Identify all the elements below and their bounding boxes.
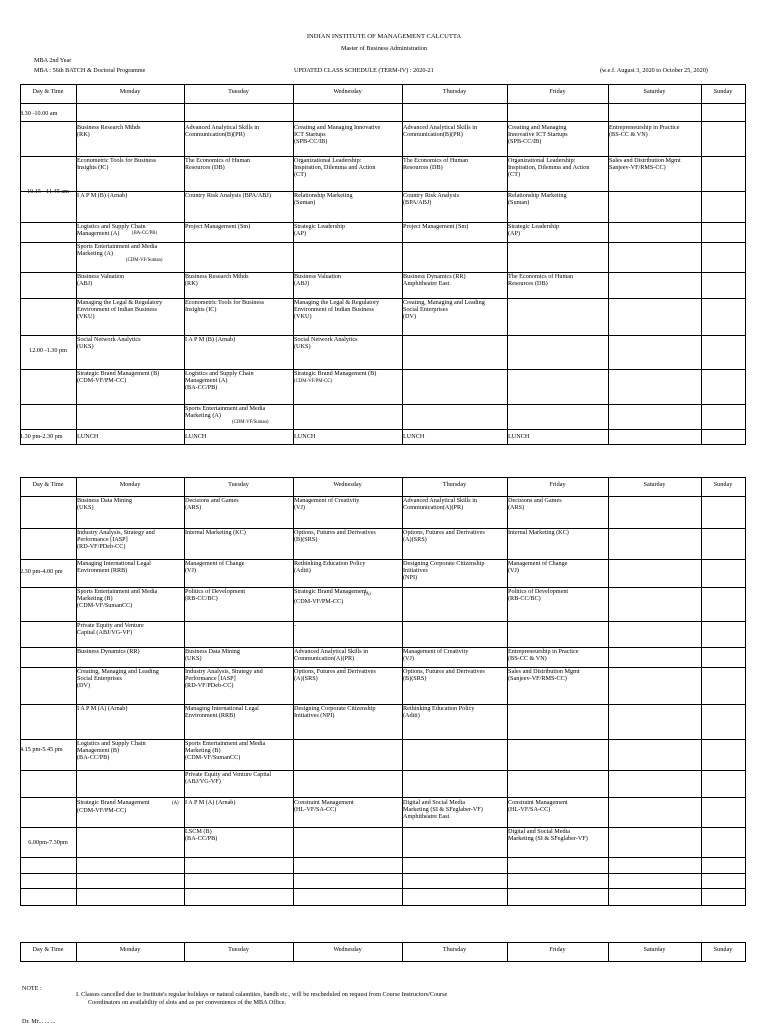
- course-entry: Strategic Brand Management: [77, 799, 150, 806]
- course-entry: Creating and Managing Innovative ICT Startups (SPB-CC/IB): [508, 124, 568, 146]
- grid-line: [20, 873, 746, 874]
- day-header: Thursday: [442, 481, 467, 488]
- course-entry: Managing International Legal Environment (RRB): [185, 705, 259, 720]
- course-entry: Project Management (Sm): [185, 223, 251, 230]
- grid-line: [20, 770, 746, 771]
- course-entry: Private Equity and Venture Capital (ABJ/VG-VF): [185, 771, 272, 786]
- day-header: Sunday: [713, 946, 733, 953]
- course-entry: Econometric Tools for Business Insights (IC): [185, 299, 265, 314]
- time-slot: 4.15 pm-5.45 pm: [20, 746, 63, 753]
- course-entry: Designing Corporate Citizenship Initiatives (NPI): [294, 705, 376, 720]
- day-time-header: Day & Time: [32, 481, 64, 488]
- note-label: NOTE :: [22, 985, 42, 992]
- grid-line: [20, 84, 21, 445]
- course-entry: Internal Marketing (KC): [185, 529, 246, 536]
- effective-dates: (w.e.f. August 3, 2020 to October 25, 2020): [600, 67, 708, 74]
- grid-line: [701, 477, 702, 906]
- institute-name: INDIAN INSTITUTE OF MANAGEMENT CALCUTTA: [306, 33, 462, 40]
- course-entry: I A P M (B) (Arnab): [77, 192, 128, 199]
- day-header: Wednesday: [333, 88, 362, 95]
- course-entry: Politics of Development (RB-CC/BC): [508, 588, 569, 603]
- grid-line: [20, 888, 746, 889]
- day-header: Friday: [549, 946, 566, 953]
- day-header: Friday: [549, 481, 566, 488]
- faculty-note: (A): [364, 592, 371, 597]
- course-entry: Creating, Managing and Leading Social Enterprises (DV): [403, 299, 485, 321]
- grid-line: [608, 477, 609, 906]
- lunch-label: LUNCH: [77, 433, 99, 440]
- grid-line: [20, 942, 746, 943]
- course-entry: Country Risk Analysis (BPA/ABJ): [403, 192, 460, 207]
- grid-line: [20, 797, 746, 798]
- course-entry: Sales and Distribution Mgmt (Sanjeev-VF/RMS-CC): [508, 668, 580, 683]
- note-text: I. Classes cancelled due to Institute's regular holidays or natural calamities, bandh etc., will be rescheduled on request from Course Instructors/Course: [76, 991, 448, 998]
- course-entry: Options, Futures and Derivatives (B)(SRS): [294, 529, 376, 544]
- grid-line: [20, 103, 746, 104]
- day-header: Sunday: [713, 481, 733, 488]
- course-entry: Project Management (Sm): [403, 223, 469, 230]
- faculty-note: (CDM-VF/PM-CC): [294, 598, 344, 605]
- course-entry: Strategic Leadership (AP): [508, 223, 560, 238]
- year-label: MBA 2nd Year: [34, 57, 72, 64]
- day-header: Tuesday: [228, 481, 249, 488]
- course-entry: Sports Entertainment and Media Marketing (B) (CDM-VF/SumanCC): [185, 740, 266, 762]
- course-entry: Designing Corporate Citizenship Initiatives (NPI): [403, 560, 485, 582]
- course-entry: Politics of Development (RB-CC/BC): [185, 588, 246, 603]
- course-entry: Options, Futures and Derivatives (A)(SRS): [294, 668, 376, 683]
- course-entry: Creating and Managing Innovative ICT Startups (SPB-CC/IB): [294, 124, 381, 146]
- course-entry: Logistics and Supply Chain Management (B) (BA-CC/PB): [77, 740, 146, 762]
- course-entry: Digital and Social Media Marketing (SI & SFeglaber-VF): [508, 828, 588, 843]
- grid-line: [20, 827, 746, 828]
- day-time-header: Day & Time: [32, 88, 64, 95]
- grid-line: [701, 84, 702, 445]
- grid-line: [20, 404, 746, 405]
- note-text: Coordinators on availability of slots and as per convenience of the MBA Office.: [88, 999, 287, 1006]
- course-entry: Industry Analysis, Strategy and Performance [IASP] (RD-VF/PDeb-CC): [185, 668, 263, 690]
- course-entry: Sports Entertainment and Media Marketing (A): [185, 405, 266, 420]
- course-entry: Management of Creativity (VJ): [294, 497, 360, 512]
- course-entry: Business Dynamics (RR): [77, 648, 140, 655]
- course-entry: Business Valuation (ABJ): [77, 273, 125, 288]
- grid-line: [20, 84, 746, 85]
- grid-line: [20, 444, 746, 445]
- time-slot: 1.30 pm-2.30 pm: [20, 433, 63, 440]
- course-entry: Social Network Analytics (UKS): [77, 336, 141, 351]
- course-entry: The Economics of Human Resources (DB): [185, 157, 251, 172]
- course-entry: -: [294, 622, 297, 629]
- grid-line: [20, 121, 746, 122]
- program-name: Master of Business Administration: [340, 45, 428, 52]
- day-header: Tuesday: [228, 88, 249, 95]
- course-entry: Business Data Mining (UKS): [77, 497, 132, 512]
- course-entry: Managing the Legal & Regulatory Environment of Indian Business (VKU): [294, 299, 380, 321]
- course-entry: Logistics and Supply Chain Management (A): [77, 223, 146, 238]
- day-header: Saturday: [643, 946, 666, 953]
- time-slot: 12.00 -1.30 pm: [29, 347, 67, 354]
- footer-text: Dr. Mr... ... ...: [22, 1018, 56, 1025]
- day-header: Monday: [119, 88, 141, 95]
- course-entry: Constraint Management (HL-VF/SA-CC): [294, 799, 354, 814]
- course-entry: Sports Entertainment and Media Marketing (B) (CDM-VF/SumanCC): [77, 588, 158, 610]
- grid-line: [745, 84, 746, 445]
- time-slot: 2.30 pm-4.00 pm: [20, 568, 63, 575]
- time-slot: 6.00pm-7.30pm: [28, 839, 68, 846]
- course-entry: Strategic Brand Management (B): [294, 370, 377, 377]
- day-header: Friday: [549, 88, 566, 95]
- lunch-label: LUNCH: [403, 433, 425, 440]
- course-entry: Business Research Mthds (RK): [77, 124, 141, 139]
- day-header: Sunday: [713, 88, 733, 95]
- course-entry: Private Equity and Venture Capital (ABJ/VG-VF): [77, 622, 144, 637]
- grid-line: [745, 477, 746, 906]
- course-entry: Sales and Distribution Mgmt Sanjeev-VF/RMS-CC): [609, 157, 681, 172]
- lunch-label: LUNCH: [185, 433, 207, 440]
- course-entry: Management of Change (VJ): [508, 560, 568, 575]
- schedule-title: UPDATED CLASS SCHEDULE (TERM-IV) : 2020-21: [294, 67, 434, 74]
- course-entry: Creating, Managing and Leading Social Enterprises (DV): [77, 668, 159, 690]
- course-entry: Managing International Legal Environment (RRB): [77, 560, 151, 575]
- course-entry: Advanced Analytical Skills in Communication(B)(PR): [185, 124, 260, 139]
- course-entry: LSCM (B) (BA-CC/PB): [185, 828, 218, 843]
- faculty-note: (CDM-VF/Suman): [232, 420, 269, 425]
- course-entry: Strategic Leadership (AP): [294, 223, 346, 238]
- course-entry: Decisions and Games (ARS): [508, 497, 562, 512]
- day-header: Thursday: [442, 946, 467, 953]
- course-entry: Options, Futures and Derivatives (B)(SRS): [403, 668, 485, 683]
- course-entry: Relationship Marketing (Suman): [294, 192, 353, 207]
- time-slot: 8.30 -10.00 am: [20, 110, 58, 117]
- day-header: Wednesday: [333, 946, 362, 953]
- batch-label: MBA : 56th BATCH & Doctoral Programme: [34, 67, 146, 74]
- faculty-note: (CDM-VF/PM-CC): [294, 379, 333, 384]
- course-entry: Rethinking Education Policy (Aditi): [403, 705, 475, 720]
- course-entry: Entrepreneurship in Practice (BS-CC & VN): [609, 124, 680, 139]
- course-entry: Social Network Analytics (UKS): [294, 336, 358, 351]
- course-entry: Advanced Analytical Skills in Communication(A)(PR): [294, 648, 369, 663]
- course-entry: Management of Creativity (VJ): [403, 648, 469, 663]
- course-entry: Constraint Management (HL-VF/SA-CC): [508, 799, 568, 814]
- course-entry: Strategic Brand Management (B) (CDM-VF/PM-CC): [77, 370, 160, 385]
- day-time-header: Day & Time: [32, 946, 64, 953]
- faculty-note: (CDM-VF/Suman): [126, 258, 163, 263]
- course-entry: Entrepreneurship in Practice (BS-CC & VN): [508, 648, 579, 663]
- day-header: Tuesday: [228, 946, 249, 953]
- course-entry: Decisions and Games (ARS): [185, 497, 239, 512]
- faculty-note: (CDM-VF/PM-CC): [77, 807, 127, 814]
- course-entry: Internal Marketing (KC): [508, 529, 569, 536]
- day-header: Thursday: [442, 88, 467, 95]
- course-entry: Managing the Legal & Regulatory Environment of Indian Business (VKU): [77, 299, 163, 321]
- course-entry: Organizational Leadership: Inspiration, Dilemma and Action (CT): [294, 157, 376, 179]
- grid-line: [745, 942, 746, 962]
- course-entry: Rethinking Education Policy (Aditi): [294, 560, 366, 575]
- course-entry: Advanced Analytical Skills in Communication(A)(PR): [403, 497, 478, 512]
- grid-line: [20, 429, 746, 430]
- course-entry: Relationship Marketing (Suman): [508, 192, 567, 207]
- faculty-note: (BA-CC/PB): [132, 231, 158, 236]
- course-entry: Management of Change (VJ): [185, 560, 245, 575]
- grid-line: [20, 961, 746, 962]
- day-header: Wednesday: [333, 481, 362, 488]
- lunch-label: LUNCH: [294, 433, 316, 440]
- faculty-note: (A): [172, 801, 179, 806]
- course-entry: Organizational Leadership: Inspiration, Dilemma and Action (CT): [508, 157, 590, 179]
- lunch-label: LUNCH: [508, 433, 530, 440]
- course-entry: Business Data Mining (UKS): [185, 648, 240, 663]
- course-entry: Digital and Social Media Marketing (SI & SFeglaber-VF) Amphitheatre East: [403, 799, 483, 821]
- day-header: Saturday: [643, 481, 666, 488]
- course-entry: Econometric Tools for Business Insights (IC): [77, 157, 157, 172]
- course-entry: Strategic Brand Management: [294, 588, 367, 595]
- course-entry: Business Dynamics (RR) Amphitheatre East: [403, 273, 466, 288]
- course-entry: I A P M (A) (Arnab): [77, 705, 128, 712]
- course-entry: Country Risk Analysis (BPA/ABJ): [185, 192, 271, 199]
- course-entry: Sports Entertainment and Media Marketing (A): [77, 243, 158, 258]
- grid-line: [20, 905, 746, 906]
- course-entry: Logistics and Supply Chain Management (A) (BA-CC/PB): [185, 370, 254, 392]
- time-slot: 10.15 - 11.45 am: [27, 188, 69, 195]
- course-entry: The Economics of Human Resources (DB): [403, 157, 469, 172]
- course-entry: Advanced Analytical Skills in Communication(B)(PR): [403, 124, 478, 139]
- grid-line: [20, 477, 746, 478]
- grid-line: [20, 857, 746, 858]
- course-entry: Options, Futures and Derivatives (A)(SRS): [403, 529, 485, 544]
- day-header: Saturday: [643, 88, 666, 95]
- course-entry: I A P M (A) (Arnab): [185, 799, 236, 806]
- course-entry: I A P M (B) (Arnab): [185, 336, 236, 343]
- day-header: Monday: [119, 481, 141, 488]
- course-entry: The Economics of Human Resources (DB): [508, 273, 574, 288]
- course-entry: Business Valuation (ABJ): [294, 273, 342, 288]
- day-header: Monday: [119, 946, 141, 953]
- course-entry: Industry Analysis, Strategy and Performance [IASP] (RD-VF/PDeb-CC): [77, 529, 155, 551]
- course-entry: Business Research Mthds (RK): [185, 273, 249, 288]
